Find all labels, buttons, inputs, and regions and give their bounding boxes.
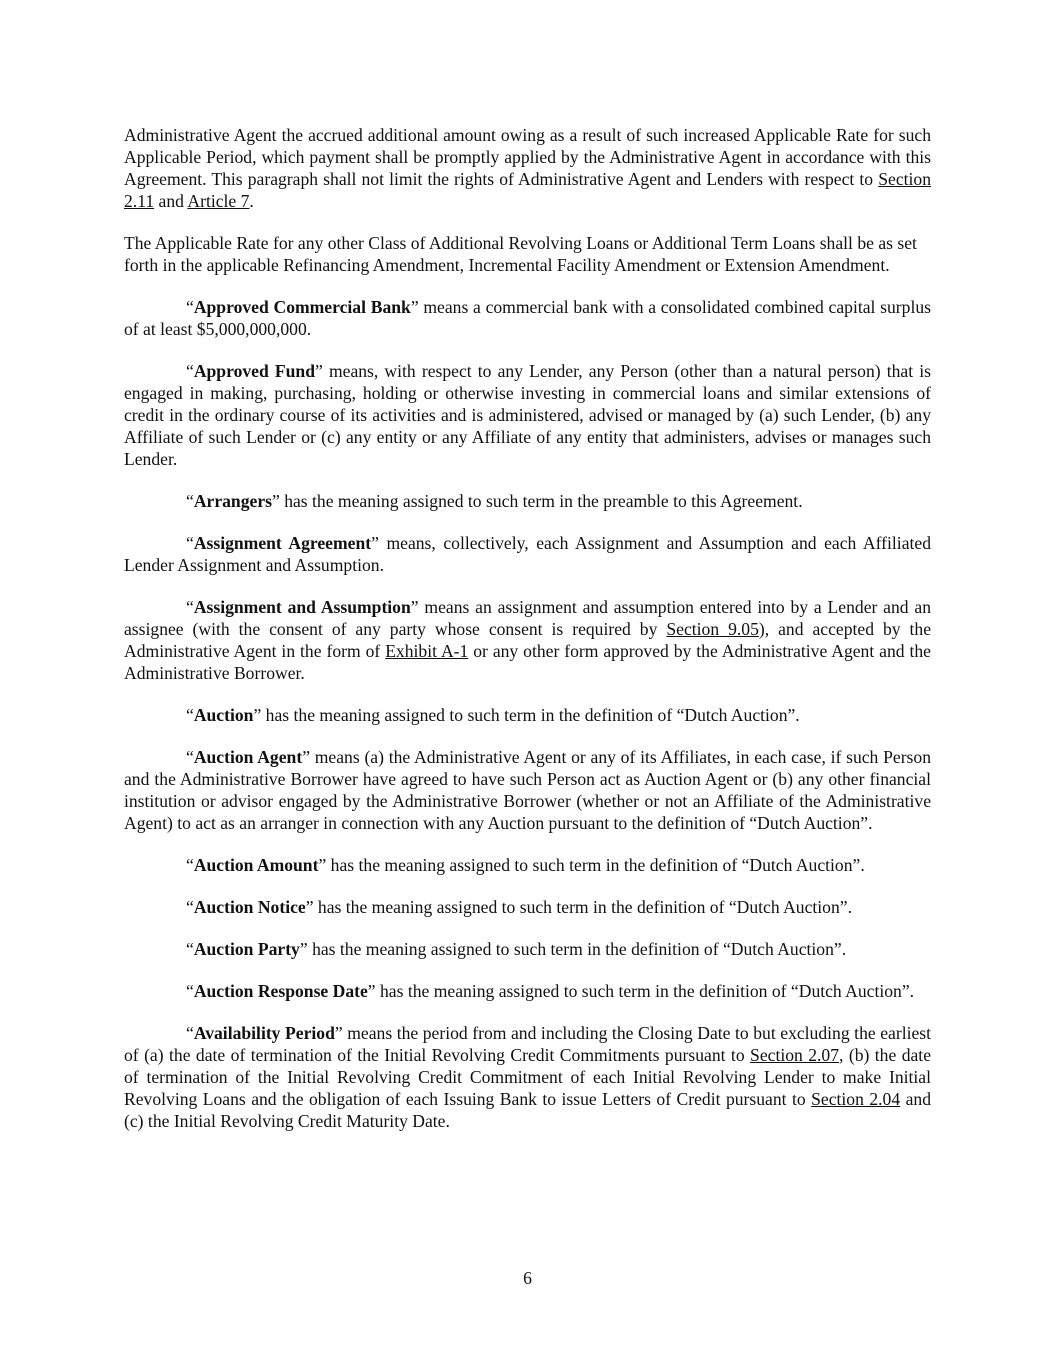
document-page [124,124,931,1132]
defined-term: Auction Response Date [193,981,368,1001]
defined-term: Arrangers [193,491,272,511]
body-text: ” has the meaning assigned to such term in the definition of “Dutch Auction”. [253,705,800,725]
definition-auction-notice [124,896,931,918]
definition-arrangers [124,490,931,512]
definition-auction [124,704,931,726]
body-text: Administrative Agent the accrued additional amount owing as a result of such increased Applicable Rate for such Applicable Period, which payment shall be promptly applied by the Administrative Agent in accordance with this Agreement. This paragraph shall not limit the rights of Administrative Agent and Lenders with respect to [124,125,931,189]
definition-applicable-rate-other-class [124,232,931,276]
body-text: “ [186,747,194,767]
definition-assignment-and-assumption [124,596,931,684]
definition-auction-agent [124,746,931,834]
body-text: The Applicable Rate for any other Class of Additional Revolving Loans or Additional Term Loans shall be as set forth in the applicable Refinancing Amendment, Incremental Facility Amendment or Extension Amendment. [124,233,917,275]
body-text: “ [186,533,194,553]
body-text: ” means, with respect to any Lender, any Person (other than a natural person) that is engaged in making, purchasing, holding or otherwise investing in commercial loans and similar extensions of credit in the ordinary course of its activities and is administered, advised or managed by (a) such Lender, (b) any Affiliate of such Lender or (c) any entity or any Affiliate of any entity that administers, advises or manages such Lender. [124,361,931,469]
defined-term: Approved Commercial Bank [193,297,411,317]
definition-auction-amount [124,854,931,876]
body-text: ” means (a) the Administrative Agent or any of its Affiliates, in each case, if such Person and the Administrative Borrower have agreed to have such Person act as Auction Agent or (b) any other financial institution or advisor engaged by the Administrative Borrower (whether or not an Affiliate of the Administrative Agent) to act as an arranger in connection with any Auction pursuant to the definition of “Dutch Auction”. [124,747,932,833]
cross-reference: Article 7 [187,191,250,211]
body-text: ” has the meaning assigned to such term in the definition of “Dutch Auction”. [305,897,852,917]
defined-term: Auction [193,705,254,725]
body-text: and (c) the Initial Revolving Credit Maturity Date. [124,1089,931,1131]
cross-reference: Section 2.11 [124,169,931,211]
cross-reference: Section 2.04 [811,1089,901,1109]
defined-term: Assignment Agreement [193,533,372,553]
body-text: ” has the meaning assigned to such term in the preamble to this Agreement. [271,491,803,511]
body-text: “ [186,855,194,875]
body-text: “ [186,939,194,959]
body-text: ” means the period from and including the Closing Date to but excluding the earliest of (a) the date of termination of the Initial Revolving Credit Commitments pursuant to [124,1023,932,1065]
defined-term: Auction Amount [193,855,319,875]
body-text: , (b) the date of termination of the Initial Revolving Credit Commitment of each Initial Revolving Lender to make Initial Revolving Loans and the obligation of each Issuing Bank to issue Letters of Credit pursuant to [124,1045,931,1109]
body-text: ), and accepted by the Administrative Agent in the form of [124,619,932,661]
definition-availability-period [124,1022,931,1132]
body-text: ” has the meaning assigned to such term in the definition of “Dutch Auction”. [367,981,915,1001]
body-text: . [249,191,254,211]
body-text: ” means, collectively, each Assignment and Assumption and each Affiliated Lender Assignment and Assumption. [124,533,931,575]
definition-applicable-rate-continued [124,124,931,212]
body-text: or any other form approved by the Administrative Agent and the Administrative Borrower. [124,641,931,683]
body-text: “ [186,597,194,617]
body-text: “ [186,981,194,1001]
definition-assignment-agreement [124,532,931,576]
defined-term: Assignment and Assumption [193,597,411,617]
body-text: and [154,191,188,211]
defined-term: Approved Fund [193,361,316,381]
body-text: “ [186,491,194,511]
defined-term: Auction Agent [193,747,303,767]
definition-auction-party [124,938,931,960]
cross-reference: Section 2.07 [750,1045,840,1065]
definition-auction-response-date [124,980,931,1002]
definition-approved-fund [124,360,931,470]
cross-reference: Section 9.05 [666,619,759,639]
defined-term: Availability Period [193,1023,335,1043]
body-text: ” has the meaning assigned to such term in the definition of “Dutch Auction”. [299,939,847,959]
body-text: “ [186,297,194,317]
body-text: “ [186,897,194,917]
body-text: “ [186,361,194,381]
page-number: 6 [523,1268,532,1288]
definition-approved-commercial-bank [124,296,931,340]
body-text: ” has the meaning assigned to such term in the definition of “Dutch Auction”. [318,855,865,875]
body-text: “ [186,1023,194,1043]
body-text: ” means a commercial bank with a consolidated combined capital surplus of at least $5,000,000,000. [124,297,931,339]
body-text: ” means an assignment and assumption entered into by a Lender and an assignee (with the consent of any party whose consent is required by [124,597,932,639]
body-text: “ [186,705,194,725]
defined-term: Auction Party [193,939,300,959]
defined-term: Auction Notice [193,897,306,917]
cross-reference: Exhibit A-1 [385,641,469,661]
